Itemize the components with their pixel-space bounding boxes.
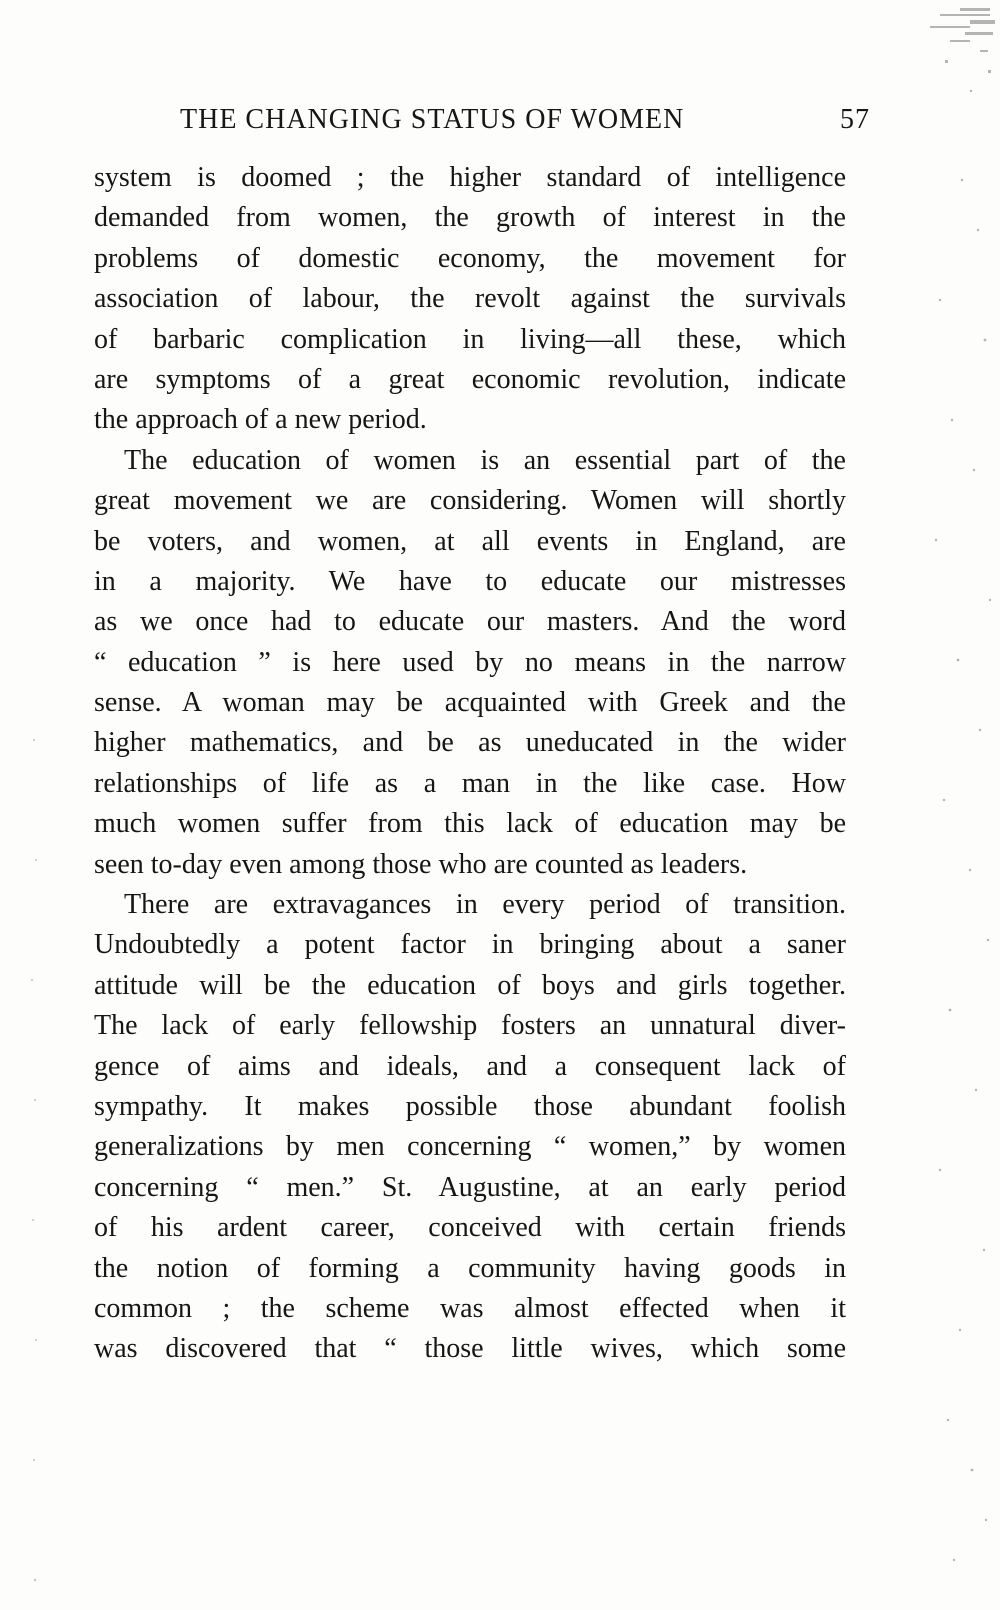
text-line: gence of aims and ideals, and a consequent lack of [94, 1050, 846, 1082]
text-line: Undoubtedly a potent factor in bringing about a saner [94, 929, 846, 961]
text-line: of barbaric complication in living—all these, which [94, 323, 846, 355]
paragraph-2 [94, 441, 846, 885]
text-line: sympathy. It makes possible those abundant foolish [94, 1090, 846, 1122]
text-line: common ; the scheme was almost effected when it [94, 1292, 846, 1324]
text-line: much women suffer from this lack of education may be [94, 808, 846, 840]
text-line: concerning “ men.” St. Augustine, at an early period [94, 1171, 846, 1203]
body-text [94, 158, 846, 1370]
text-line: are symptoms of a great economic revolution, indicate [94, 363, 846, 395]
text-line: generalizations by men concerning “ women,” by women [94, 1131, 846, 1163]
scan-speckle-right [870, 0, 1000, 1610]
paragraph-1 [94, 158, 846, 441]
text-line: be voters, and women, at all events in England, are [94, 525, 846, 557]
page-number: 57 [840, 104, 870, 135]
text-line: demanded from women, the growth of interest in the [94, 202, 846, 234]
text-line: system is doomed ; the higher standard of intelligence [94, 162, 846, 193]
text-line: of his ardent career, conceived with certain friends [94, 1212, 846, 1244]
page-header [180, 104, 880, 148]
text-line: attitude will be the education of boys and girls together. [94, 969, 846, 1001]
text-line: “ education ” is here used by no means in the narrow [94, 646, 846, 678]
text-line: There are extravagances in every period of transition. [124, 889, 846, 921]
text-line: the notion of forming a community having goods in [94, 1252, 846, 1284]
text-line: The lack of early fellowship fosters an unnatural diver- [94, 1010, 846, 1042]
text-line: problems of domestic economy, the movement for [94, 242, 846, 274]
text-line: relationships of life as a man in the like case. How [94, 767, 846, 799]
text-line: higher mathematics, and be as uneducated in the wider [94, 727, 846, 759]
text-line: great movement we are considering. Women will shortly [94, 485, 846, 517]
text-line: was discovered that “ those little wives, which some [94, 1333, 846, 1365]
text-line: in a majority. We have to educate our mistresses [94, 565, 846, 597]
text-line: seen to-day even among those who are counted as leaders. [94, 848, 748, 880]
text-line: the approach of a new period. [94, 404, 427, 436]
text-line: sense. A woman may be acquainted with Greek and the [94, 687, 846, 719]
text-line: as we once had to educate our masters. And the word [94, 606, 846, 638]
running-head: THE CHANGING STATUS OF WOMEN [180, 104, 685, 135]
text-line: The education of women is an essential part of the [124, 444, 846, 476]
scan-speckle-left [20, 720, 50, 1610]
paragraph-3 [94, 885, 846, 1370]
text-line: association of labour, the revolt against the survivals [94, 283, 846, 315]
